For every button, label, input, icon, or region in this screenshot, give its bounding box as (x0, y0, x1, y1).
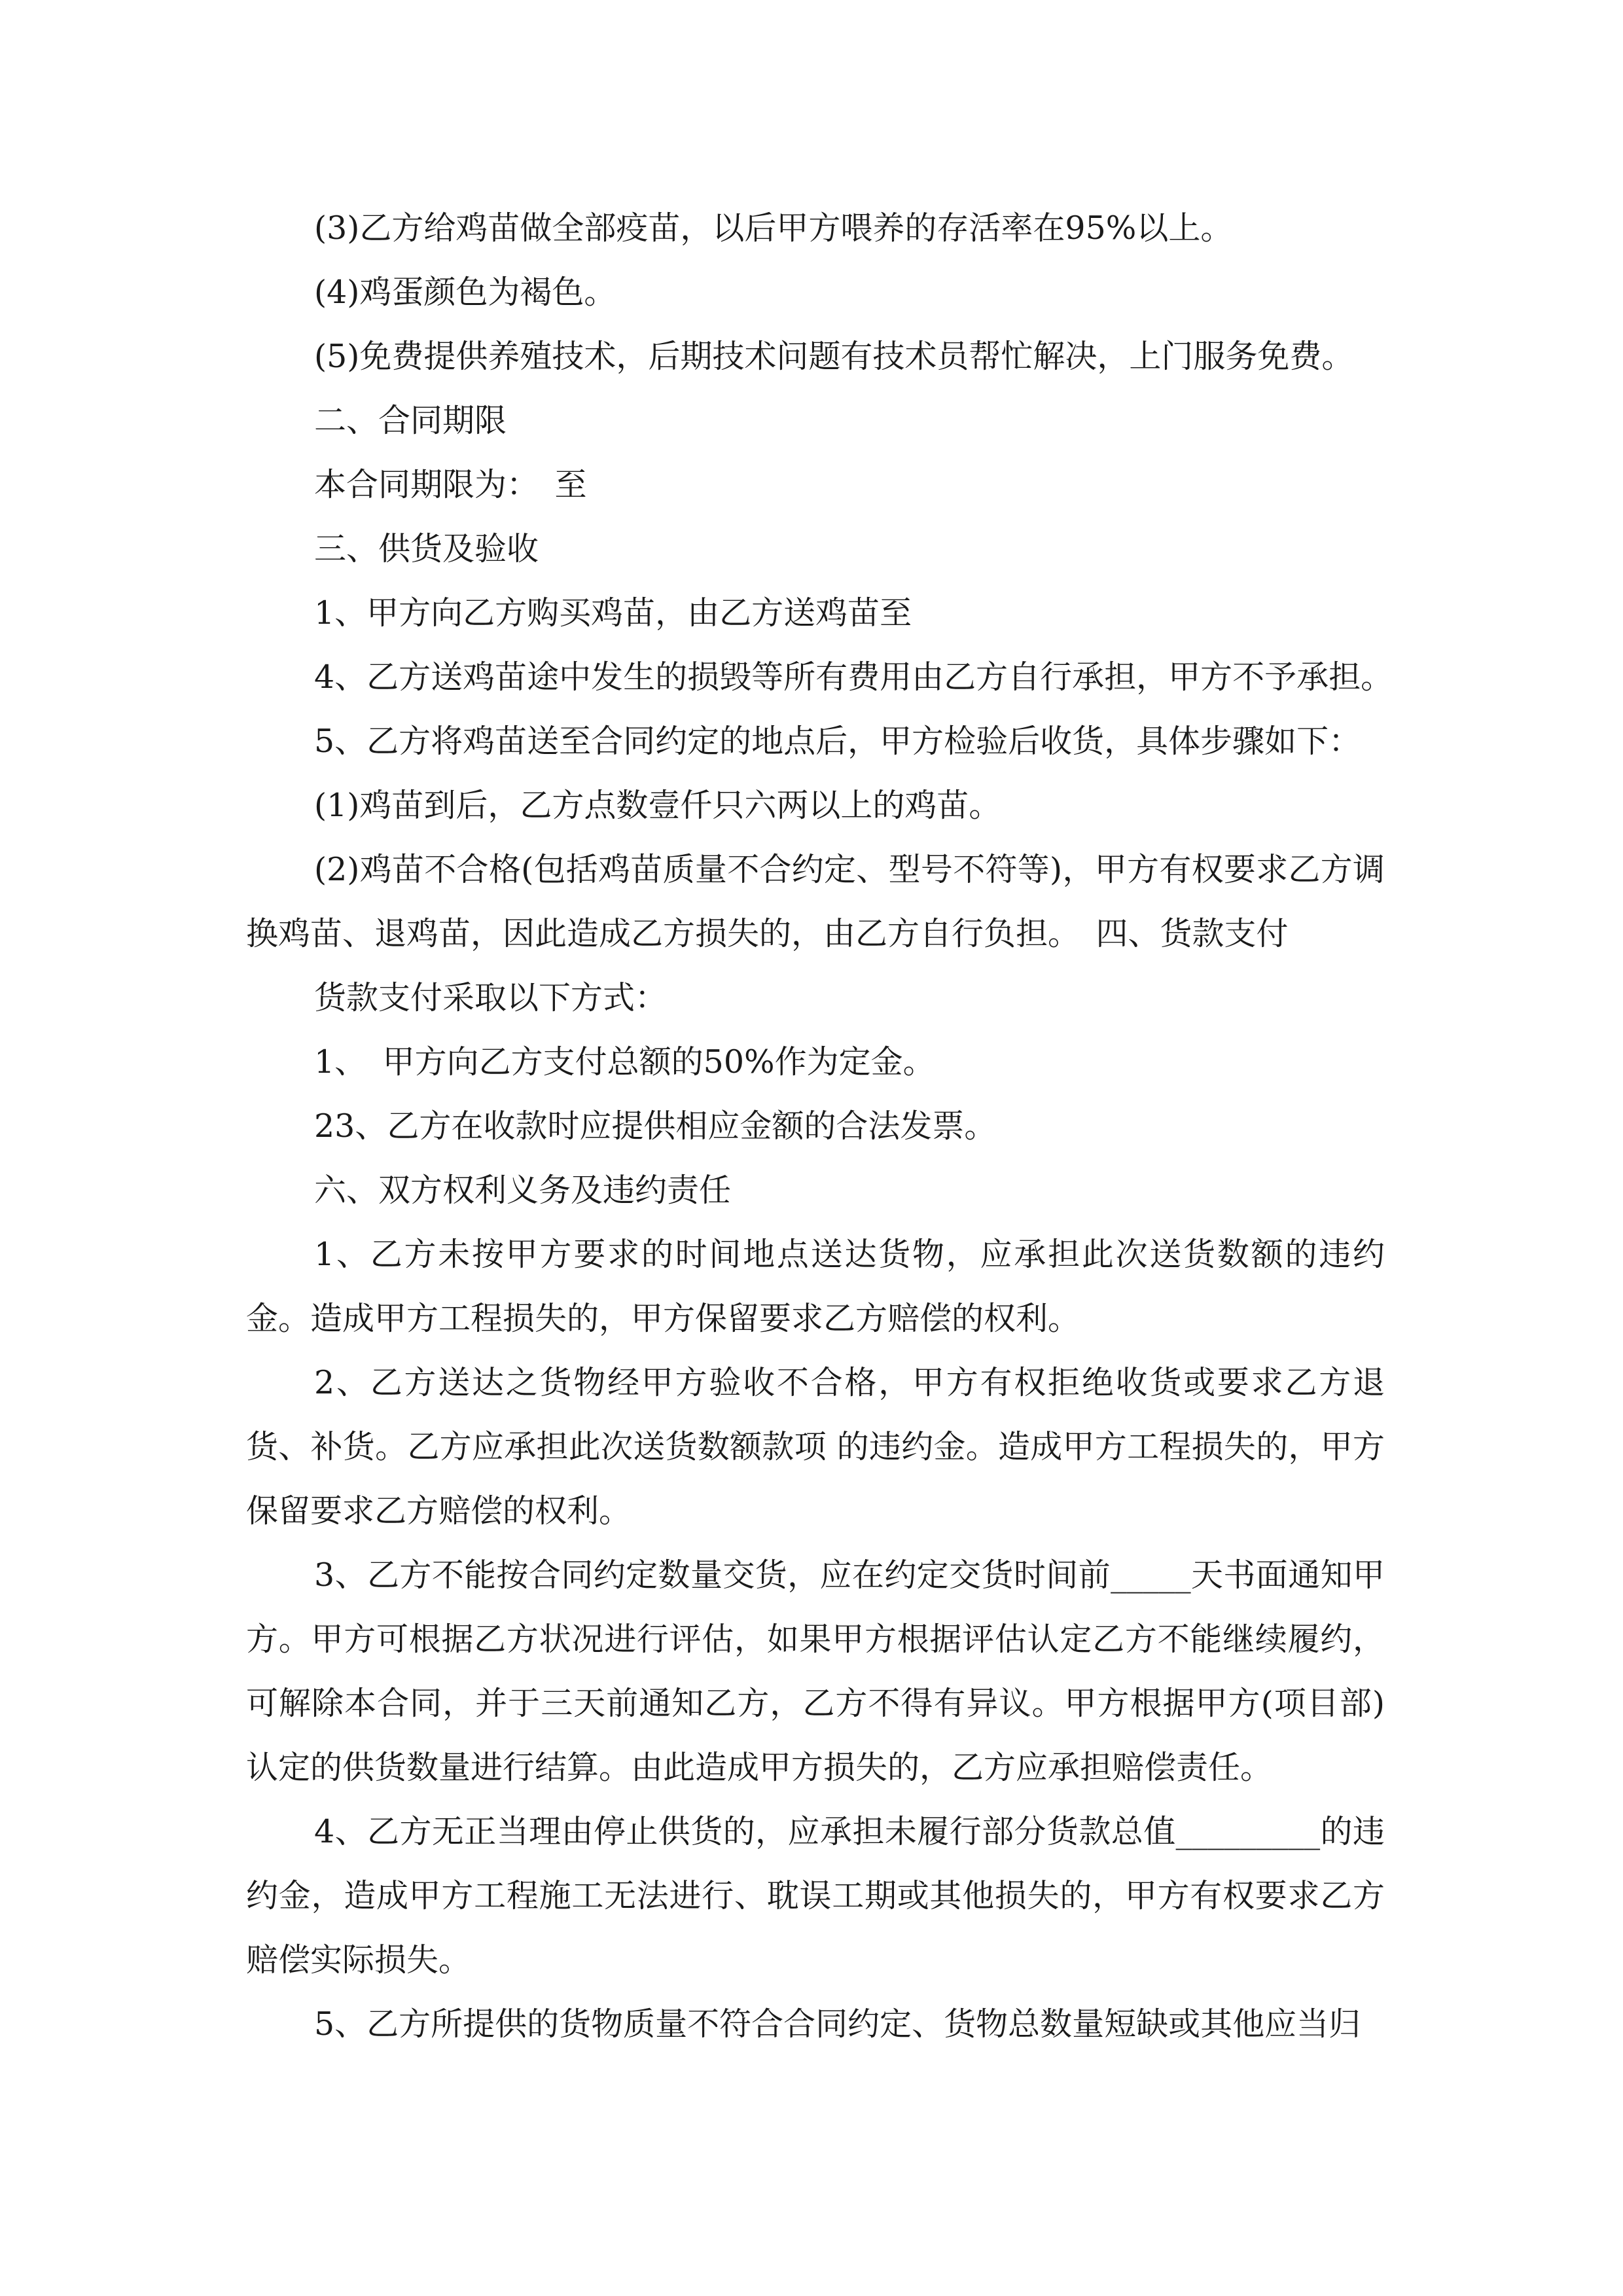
payment-method-intro: 货款支付采取以下方式： (314, 979, 668, 1016)
liability-clause-3: 3、乙方不能按合同约定数量交货，应在约定交货时间前_____天书面通知甲方。甲方可根据乙方状况进行评估，如果甲方根据评估认定乙方不能继续履约，可解除本合同，并于三天前通知乙方，乙方不得有异议。甲方根据甲方(项目部)认定的供货数量进行结算。由此造成甲方损失的，乙方应承担赔偿责任。 (246, 1556, 1385, 1786)
contract-term-line: 本合同期限为： 至 (314, 466, 587, 503)
payment-clause-23: 23、乙方在收款时应提供相应金额的合法发票。 (314, 1107, 997, 1145)
payment-clause-1: 1、 甲方向乙方支付总额的50%作为定金。 (314, 1043, 935, 1081)
section-heading-supply-acceptance: 三、供货及验收 (314, 530, 539, 567)
liability-clause-2: 2、乙方送达之货物经甲方验收不合格，甲方有权拒绝收货或要求乙方退货、补货。乙方应承担此次送货数额款项 的违约金。造成甲方工程损失的，甲方保留要求乙方赔偿的权利。 (246, 1364, 1385, 1530)
supply-clause-4: 4、乙方送鸡苗途中发生的损毁等所有费用由乙方自行承担，甲方不予承担。 (314, 658, 1393, 696)
acceptance-step-2: (2)鸡苗不合格(包括鸡苗质量不合约定、型号不符等)，甲方有权要求乙方调换鸡苗、退鸡苗，因此造成乙方损失的，由乙方自行负担。 四、货款支付 (246, 851, 1385, 952)
supply-clause-5: 5、乙方将鸡苗送至合同约定的地点后，甲方检验后收货，具体步骤如下： (314, 723, 1361, 760)
clause-4-egg-color: (4)鸡蛋颜色为褐色。 (314, 274, 616, 311)
section-heading-rights-obligations: 六、双方权利义务及违约责任 (314, 1172, 732, 1209)
liability-clause-1: 1、乙方未按甲方要求的时间地点送达货物，应承担此次送货数额的违约金。造成甲方工程损失的，甲方保留要求乙方赔偿的权利。 (246, 1236, 1385, 1337)
clause-5-technical-support: (5)免费提供养殖技术，后期技术问题有技术员帮忙解决，上门服务免费。 (314, 338, 1354, 375)
clause-3-vaccination: (3)乙方给鸡苗做全部疫苗，以后甲方喂养的存活率在95%以上。 (314, 209, 1233, 247)
supply-clause-1: 1、甲方向乙方购买鸡苗，由乙方送鸡苗至 (314, 594, 912, 632)
liability-clause-5: 5、乙方所提供的货物质量不符合合同约定、货物总数量短缺或其他应当归 (314, 2005, 1361, 2043)
acceptance-step-1: (1)鸡苗到后，乙方点数壹仟只六两以上的鸡苗。 (314, 787, 1001, 824)
contract-body (246, 196, 1393, 2056)
liability-clause-4: 4、乙方无正当理由停止供货的，应承担未履行部分货款总值_________的违约金，造成甲方工程施工无法进行、耽误工期或其他损失的，甲方有权要求乙方赔偿实际损失。 (246, 1813, 1385, 1979)
section-heading-contract-term: 二、合同期限 (314, 402, 507, 439)
